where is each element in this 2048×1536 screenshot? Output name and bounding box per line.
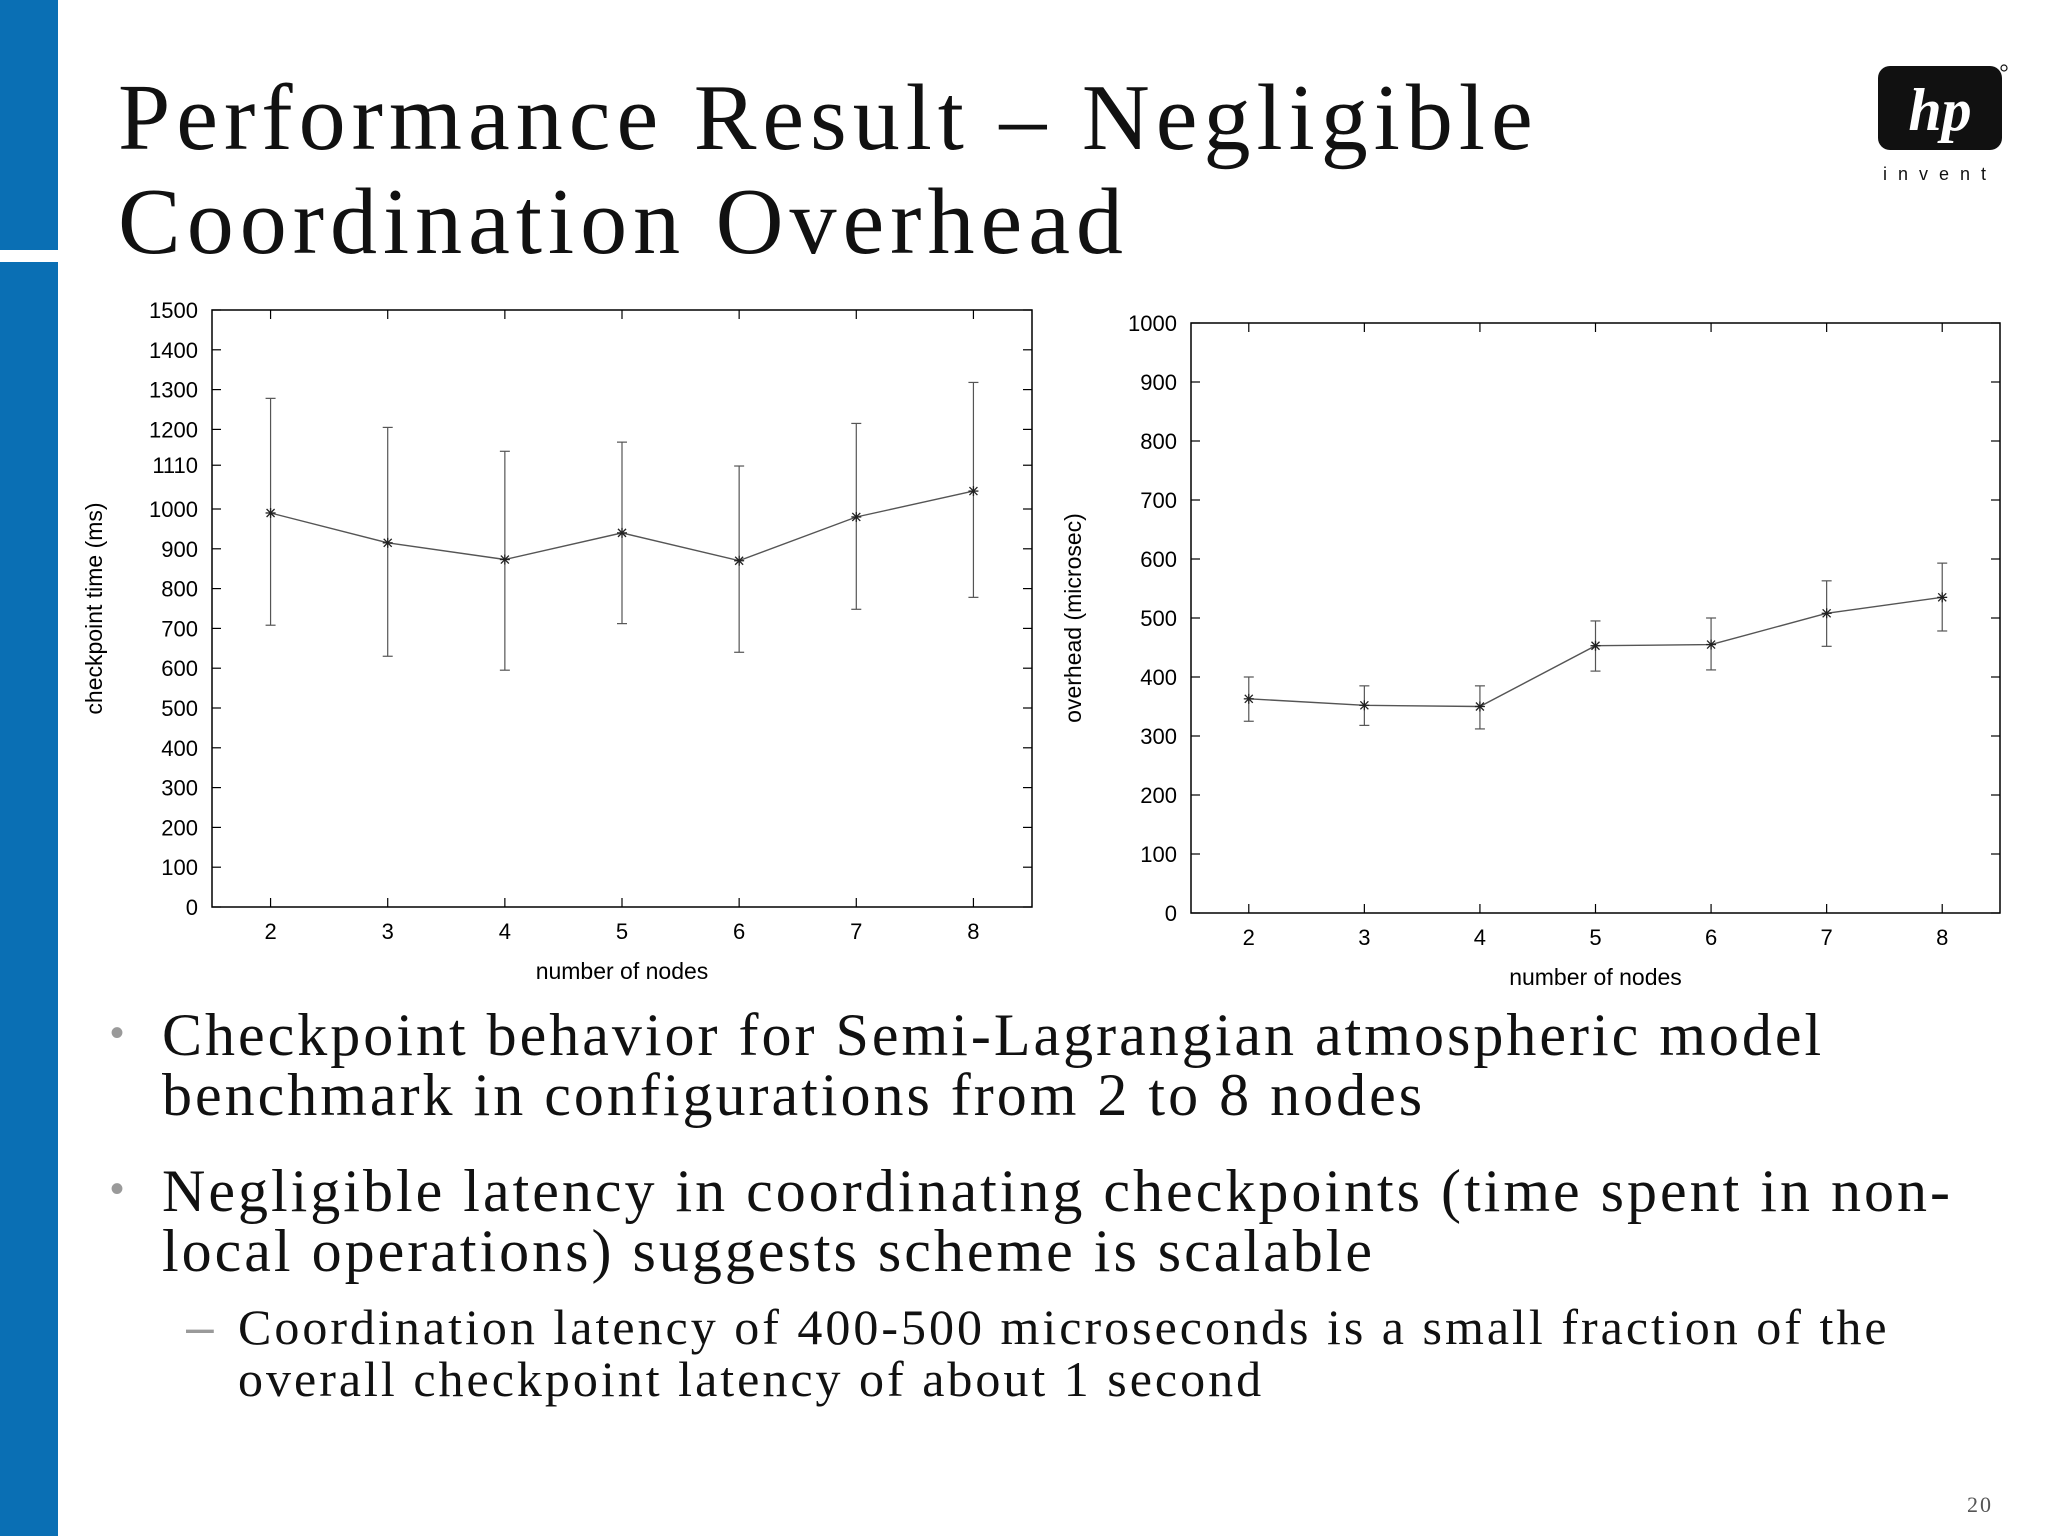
overhead-chart-svg <box>1060 300 2030 1010</box>
hp-logo-icon <box>1866 62 2016 192</box>
x-tick-label: 7 <box>1820 925 1833 950</box>
x-tick-label: 6 <box>1704 925 1718 950</box>
y-tick-label: 800 <box>1140 429 1177 454</box>
y-tick-label: 0 <box>1164 901 1177 926</box>
bullet-list <box>110 1002 2010 1407</box>
x-tick-label: 3 <box>381 919 394 944</box>
y-tick-label: 1110 <box>152 453 198 479</box>
hp-logo <box>1866 62 2016 192</box>
y-tick-label: 900 <box>161 536 198 562</box>
checkpoint-time-chart <box>70 290 1050 1015</box>
y-tick-label: 1300 <box>149 377 198 403</box>
x-tick-label: 2 <box>1242 925 1255 950</box>
page-number: 20 <box>1967 1492 1993 1517</box>
y-tick-label: 500 <box>1140 606 1177 631</box>
data-point <box>851 512 861 522</box>
data-point <box>1359 700 1369 710</box>
y-tick-label: 700 <box>1140 488 1177 513</box>
bullet-dot-icon: • <box>110 1167 128 1211</box>
x-tick-label: 4 <box>498 919 511 944</box>
y-tick-label: 600 <box>1140 547 1177 572</box>
y-tick-label: 900 <box>1140 370 1177 395</box>
bullet-item <box>110 1002 2010 1128</box>
y-tick-label: 800 <box>161 576 198 602</box>
x-tick-label: 2 <box>264 919 277 944</box>
data-point <box>500 555 510 565</box>
y-tick-label: 200 <box>1140 783 1177 808</box>
slide-title-line1: Performance Result – Negligible <box>118 66 1539 170</box>
y-tick-label: 1000 <box>149 497 198 522</box>
y-tick-label: 1200 <box>149 417 198 443</box>
data-point <box>1937 592 1947 602</box>
y-tick-label: 100 <box>161 855 198 881</box>
sub-bullet-item <box>110 1301 2010 1405</box>
data-point <box>1822 608 1832 618</box>
slide-title <box>118 66 1758 274</box>
x-tick-label: 4 <box>1473 925 1487 950</box>
bullet-dot-icon: • <box>110 1011 128 1055</box>
x-axis-label: number of nodes <box>1509 964 1682 990</box>
x-tick-label: 5 <box>615 919 629 944</box>
data-point <box>1475 702 1485 712</box>
bullet-text: Negligible latency in coordinating checkpoints (time spent in non-local operations) suggests scheme is scalable <box>162 1158 1953 1284</box>
y-tick-label: 0 <box>185 895 198 920</box>
bullet-text: Checkpoint behavior for Semi-Lagrangian atmospheric model benchmark in configurations from 2 to 8 nodes <box>162 1002 1825 1128</box>
y-tick-label: 500 <box>161 696 198 721</box>
y-tick-label: 100 <box>1140 842 1177 867</box>
data-point <box>266 508 276 518</box>
y-tick-label: 1000 <box>1128 311 1177 336</box>
y-tick-label: 300 <box>161 775 198 801</box>
plot-frame <box>1191 323 2000 913</box>
data-point <box>1591 641 1601 651</box>
sidebar-accent-top <box>0 0 58 250</box>
data-point <box>617 528 627 538</box>
data-point <box>1706 640 1716 650</box>
x-axis-label: number of nodes <box>535 958 709 984</box>
y-tick-label: 400 <box>1140 665 1177 690</box>
x-tick-label: 5 <box>1589 925 1602 950</box>
y-tick-label: 200 <box>161 815 198 841</box>
data-point <box>1244 694 1254 704</box>
data-point <box>734 556 744 566</box>
bullet-item <box>110 1158 2010 1284</box>
data-point <box>383 538 393 548</box>
overhead-chart <box>1060 300 2030 1015</box>
x-tick-label: 3 <box>1358 925 1371 950</box>
x-tick-label: 6 <box>733 919 746 944</box>
x-tick-label: 8 <box>967 919 980 944</box>
y-tick-label: 300 <box>1140 724 1177 749</box>
y-tick-label: 700 <box>161 616 198 642</box>
y-axis-label: checkpoint time (ms) <box>81 502 107 715</box>
y-tick-label: 1400 <box>149 337 198 363</box>
sidebar-accent-bottom <box>0 262 58 1536</box>
x-tick-label: 7 <box>850 919 863 944</box>
checkpoint-time-chart-svg <box>70 290 1050 1010</box>
y-tick-label: 600 <box>161 656 198 682</box>
data-point <box>968 486 978 496</box>
y-tick-label: 1500 <box>149 298 198 323</box>
hp-logo-text: hp <box>1908 77 1972 143</box>
hp-logo-tagline: invent <box>1882 164 1998 184</box>
slide-title-line2: Coordination Overhead <box>118 170 1129 274</box>
sub-bullet-dash-icon: – <box>186 1299 217 1355</box>
y-axis-label: overhead (microsec) <box>1060 513 1086 723</box>
y-tick-label: 400 <box>161 735 198 761</box>
sub-bullet-text: Coordination latency of 400-500 microseconds is a small fraction of the overall checkpoint latency of about 1 second <box>238 1299 1890 1407</box>
x-tick-label: 8 <box>1936 925 1949 950</box>
